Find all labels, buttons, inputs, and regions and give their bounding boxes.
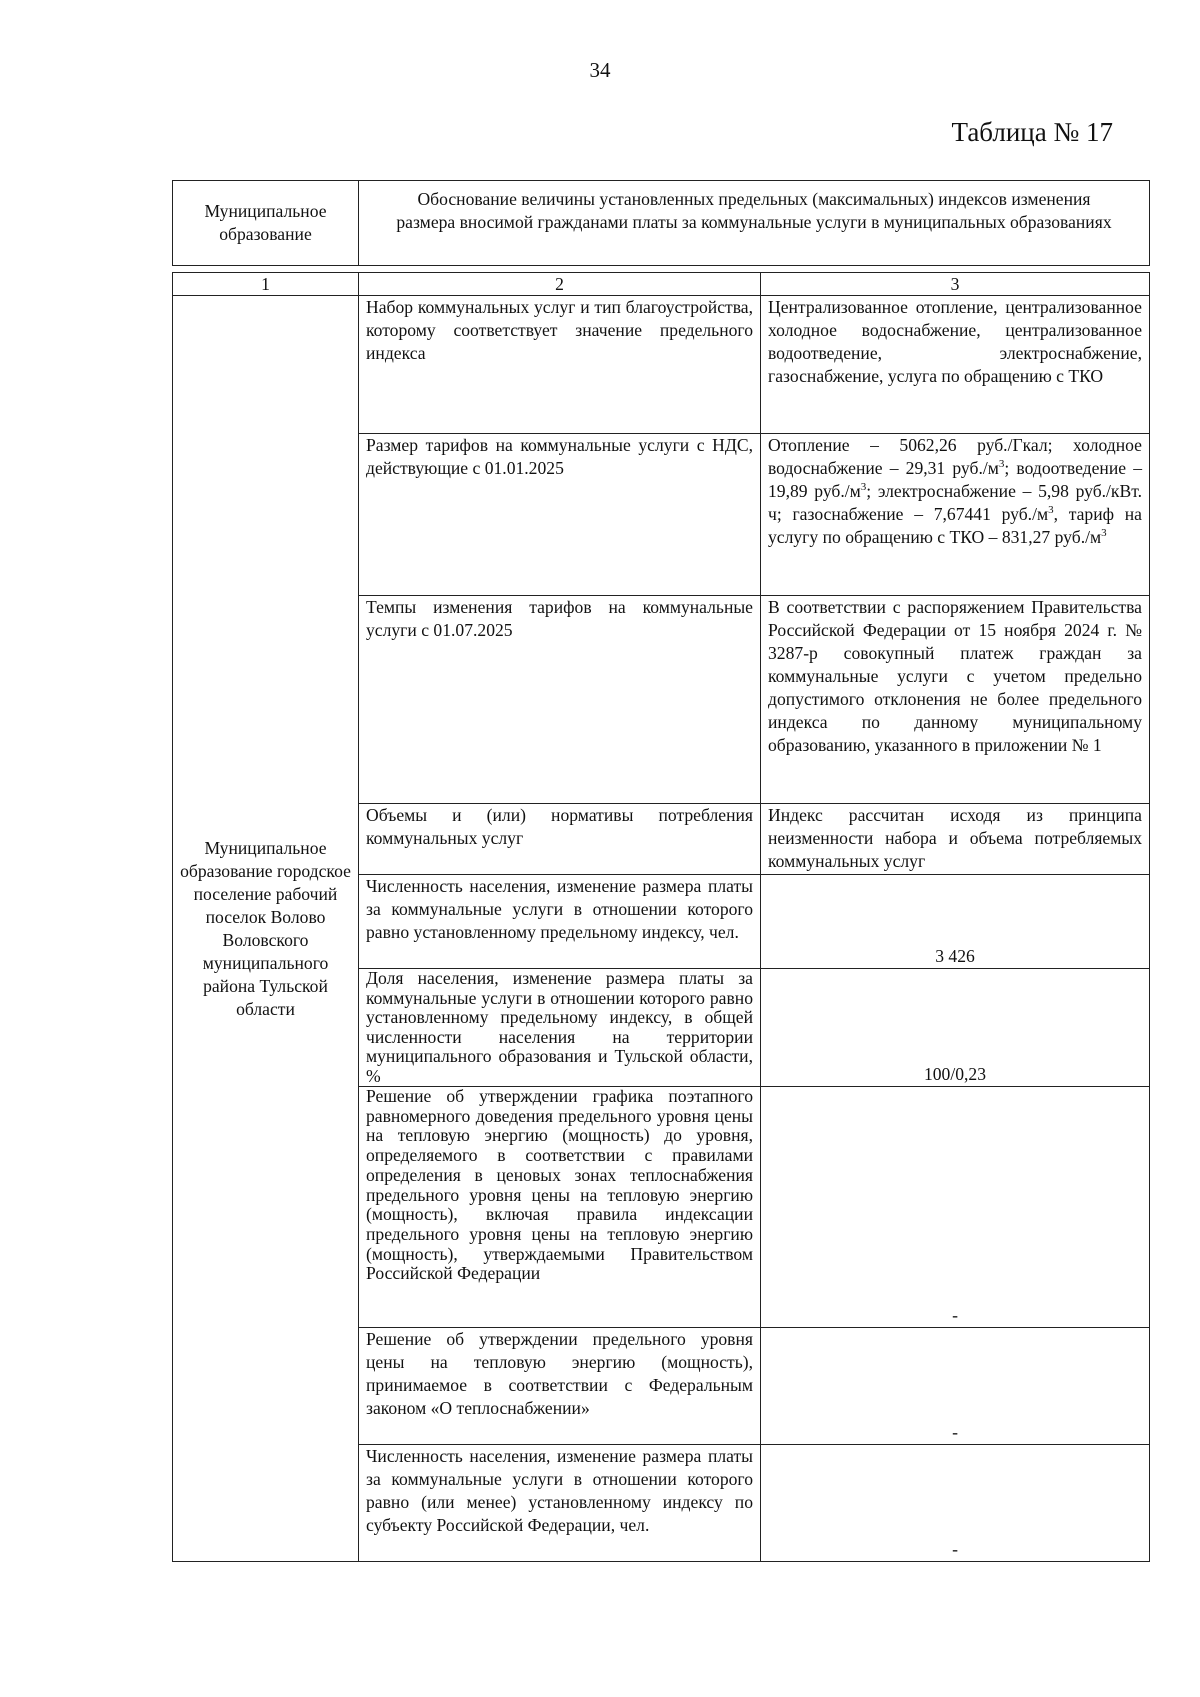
header-row xyxy=(173,181,1150,266)
main-table xyxy=(172,272,1150,1562)
row-value: Централизованное отопление, централизованное холодное водоснабжение, централизованное водоотведение, электроснабжение, газоснабжение, услуга по обращению с ТКО xyxy=(761,296,1150,434)
header-table xyxy=(172,180,1150,266)
column-number-row xyxy=(173,273,1150,296)
row-label: Набор коммунальных услуг и тип благоустройства, которому соответствует значение предельного индекса xyxy=(359,296,761,434)
row-label: Численность населения, изменение размера платы за коммунальные услуги в отношении которого равно установленному предельному индексу, чел. xyxy=(359,875,761,969)
row-label: Доля населения, изменение размера платы за коммунальные услуги в отношении которого равно установленному предельному индексу, в общей численности населения на территории муниципального образования и Тульской области, % xyxy=(359,969,761,1087)
row-value: 3 426 xyxy=(761,875,1150,969)
header-justification: Обоснование величины установленных предельных (максимальных) индексов изменения размера вносимой гражданами платы за коммунальные услуги в муниципальных образованиях xyxy=(359,181,1150,266)
row-value: - xyxy=(761,1445,1150,1562)
superscript: 3 xyxy=(1101,527,1107,540)
row-value: - xyxy=(761,1328,1150,1445)
tariff-text-1: Отопление – 5062,26 руб./Гкал; холодное водоснабжение – 29,31 руб./м xyxy=(768,435,1142,478)
column-number: 1 xyxy=(173,273,359,296)
row-label: Решение об утверждении предельного уровня цены на тепловую энергию (мощность), принимаемое в соответствии с Федеральным законом «О теплоснабжении» xyxy=(359,1328,761,1445)
municipality-cell: Муниципальное образование городское поселение рабочий поселок Волово Воловского муниципального района Тульской области xyxy=(173,296,359,1562)
row-value: В соответствии с распоряжением Правительства Российской Федерации от 15 ноября 2024 г. № 3287-р совокупный платеж граждан за коммунальные услуги с учетом предельно допустимого отклонения не более предельного индекса по данному муниципальному образованию, указанного в приложении № 1 xyxy=(761,596,1150,804)
superscript: 3 xyxy=(998,458,1005,471)
row-value: 100/0,23 xyxy=(761,969,1150,1087)
column-number: 3 xyxy=(761,273,1150,296)
column-number: 2 xyxy=(359,273,761,296)
row-value xyxy=(761,434,1150,596)
row-label: Размер тарифов на коммунальные услуги с НДС, действующие с 01.01.2025 xyxy=(359,434,761,596)
tariff-text-2: ; водоотведение – 19,89 руб./м xyxy=(768,458,1142,501)
row-label: Темпы изменения тарифов на коммунальные услуги с 01.07.2025 xyxy=(359,596,761,804)
page-number: 34 xyxy=(589,58,611,82)
table-title: Таблица № 17 xyxy=(951,117,1113,147)
superscript: 3 xyxy=(1048,504,1054,517)
row-label: Численность населения, изменение размера платы за коммунальные услуги в отношении которого равно (или менее) установленному индексу по субъекту Российской Федерации, чел. xyxy=(359,1445,761,1562)
superscript: 3 xyxy=(860,481,867,494)
header-municipality: Муниципальное образование xyxy=(173,181,359,266)
row-label: Объемы и (или) нормативы потребления коммунальных услуг xyxy=(359,804,761,875)
row-value: Индекс рассчитан исходя из принципа неизменности набора и объема потребляемых коммунальных услуг xyxy=(761,804,1150,875)
table-row xyxy=(173,296,1150,434)
tariff-text-4: , тариф на услугу по обращению с ТКО – 831,27 руб./м xyxy=(768,504,1142,547)
row-value: - xyxy=(761,1087,1150,1328)
tariff-text-3: ; электроснабжение – 5,98 руб./кВт. ч; газоснабжение – 7,67441 руб./м xyxy=(768,481,1142,524)
row-label: Решение об утверждении графика поэтапного равномерного доведения предельного уровня цены на тепловую энергию (мощность) до уровня, определяемого в соответствии с правилами определения в ценовых зонах теплоснабжения предельного уровня цены на тепловую энергию (мощность), включая правила индексации предельного уровня цены на тепловую энергию (мощность), утверждаемыми Правительством Российской Федерации xyxy=(359,1087,761,1328)
